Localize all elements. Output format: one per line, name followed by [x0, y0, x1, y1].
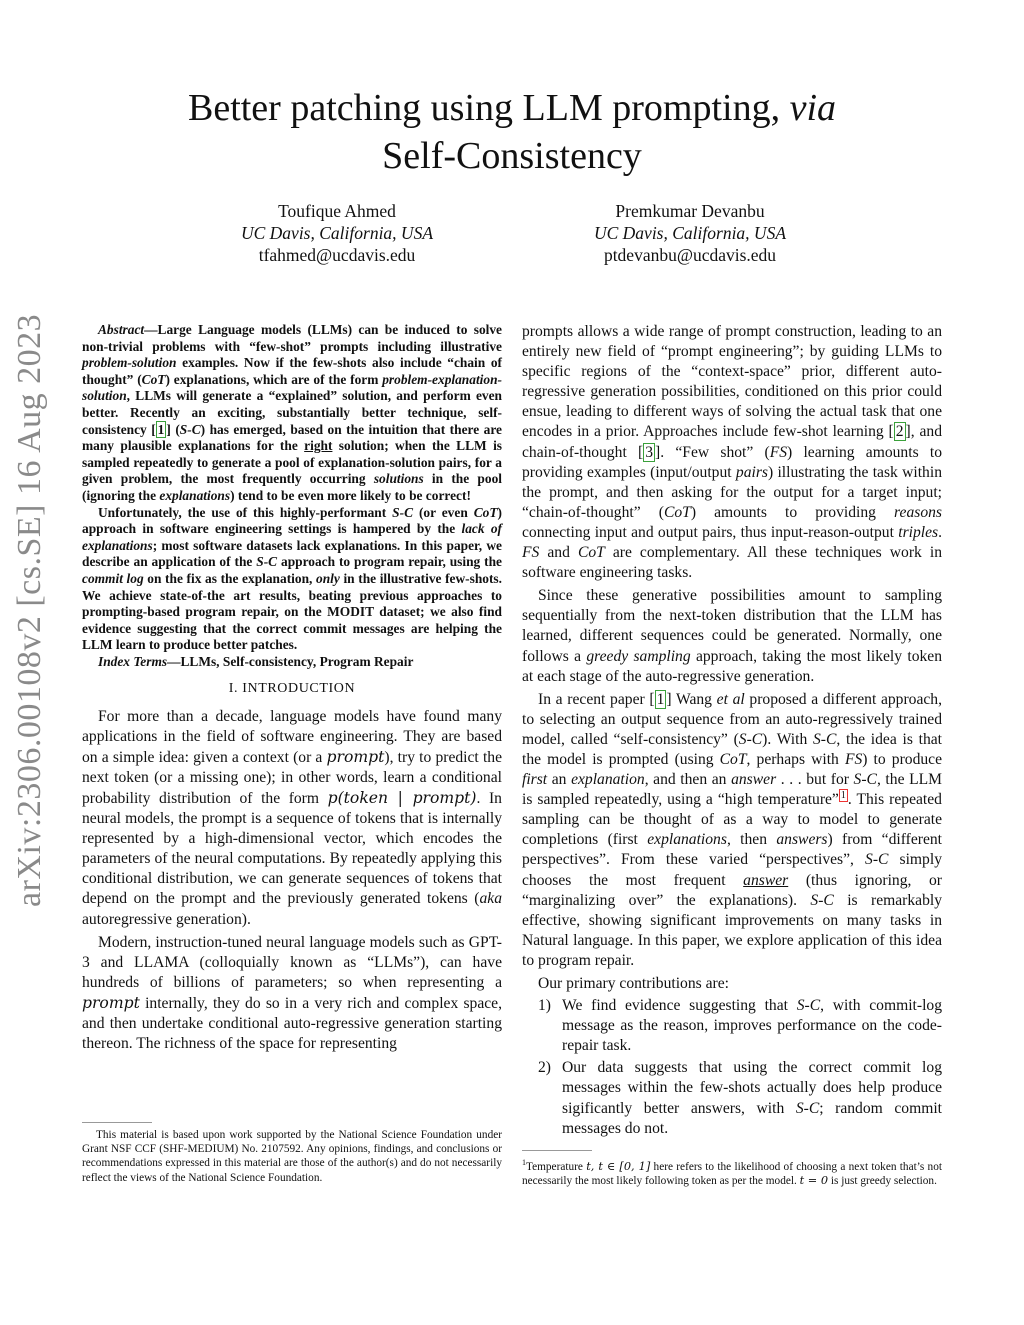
abstract-text: explanations [159, 487, 231, 503]
body-text: Our data suggests that using the correct commit log messages within the few-shots actually does help produce sigificantly better answers, with [562, 1059, 942, 1117]
body-text: et al [716, 690, 745, 708]
body-text: internally, they do so in a very rich and complex space, and then undertake conditional auto-regressive generation starting thereon. The richness of the space for representing [82, 994, 502, 1053]
footnote-divider [522, 1150, 592, 1151]
intro-paragraph-1 [82, 707, 502, 930]
math-expression: t, t ∈ [0, 1] [586, 1159, 651, 1173]
right-paragraph-1: prompts allows a wide range of prompt construction, leading to an entirely new field of “prompt engineering”; by guiding LLMs to specific regions of the “context-space” prior, different auto-regressive generation possibilities, conditioned on this prior could ensue, leading to different ways of solving the actual task that one encodes in a prior. Approaches include few-shot learning [ 2 ], and chain-of-thought [ 3 ]. “Few shot” (FS) learning amounts to providing examples (input/output pairs) illustrating the task within the prompt, and then asking for the output for a target input; “chain-of-thought” (CoT) amounts to providing reasons connecting input and output pairs, thus input-reason-output triples. FS and CoT are complementary. All these techniques work in software engineering tasks. [522, 323, 942, 582]
sc-symbol: S-C [865, 851, 889, 869]
abstract-text: in the illustrative few-shots. We achieve state-of-the art results, beating previous approaches to prompting-based program repair, on the MODIT dataset; we also find evidence suggesting that the correct commit messages are helping the LLM learn to produce better patches. [82, 570, 502, 653]
contribution-text [562, 1058, 942, 1138]
body-text: first [522, 771, 548, 789]
contribution-item-2 [522, 1058, 942, 1138]
body-text: , then [726, 831, 777, 849]
sc-symbol: S-C [853, 771, 877, 789]
cot-symbol: CoT [577, 544, 605, 562]
footnote-number: 1 [522, 1158, 526, 1167]
footnote-text: is just greedy selection. [828, 1174, 937, 1187]
author-name: Premkumar Devanbu [615, 201, 765, 221]
abstract-text: ) tend to be even more likely to be correct! [230, 487, 471, 503]
body-text: answer [731, 771, 777, 789]
author-email: ptdevanbu@ucdavis.edu [603, 245, 777, 265]
abstract-text: right [304, 438, 333, 454]
abstract-text: problem-solution [82, 355, 177, 371]
abstract-text: problem-explanation-solution [82, 371, 502, 404]
body-text: is remarkably effective, showing significant improvements on many tasks in Natural language. In this paper, we explore application of this idea to program repair. [522, 891, 943, 969]
intro-paragraph-2 [82, 933, 502, 1055]
body-text: autoregressive generation). [82, 910, 251, 928]
body-text: answer [743, 871, 789, 889]
citation-link[interactable]: 1 [157, 421, 165, 437]
citation-link[interactable]: 1 [656, 690, 665, 708]
contribution-text [562, 996, 942, 1056]
body-text: . “Few shot” ( [660, 443, 770, 461]
body-text: We find evidence suggesting that [562, 997, 797, 1015]
body-text: , perhaps with [746, 750, 845, 768]
cot-symbol: CoT [719, 750, 747, 768]
footnote-link[interactable]: 1 [840, 789, 846, 801]
body-text: In a recent paper [538, 690, 650, 708]
body-text: , and chain-of-thought [522, 423, 942, 461]
body-text: . This repeated sampling can be thought of as a way to model to generate completions (first [522, 791, 942, 849]
fs-symbol: FS [522, 544, 540, 562]
right-paragraph-4: Our primary contributions are: [538, 975, 729, 992]
abstract-text: solutions [373, 471, 424, 487]
body-text: are complementary. All these techniques work in software engineering tasks. [522, 544, 942, 582]
math-expression: p(token | prompt) [327, 788, 477, 807]
abstract-text: approach to program repair, using the [277, 554, 502, 570]
footnote-text: here refers to the likelihood of choosing a next token that’s not necessarily the most likely following token as per the model. [522, 1160, 942, 1187]
abstract-text: examples. Now if the few-shots also include “chain of thought” ( [82, 355, 502, 387]
abstract-text: ) has emerged, based on the intuition that there are many plausible explanations for the [82, 421, 502, 454]
index-terms-text: —LLMs, Self-consistency, Program Repair [167, 653, 414, 669]
list-number: 2) [538, 1059, 551, 1077]
body-text: Wang [671, 690, 717, 708]
sc-symbol: S-C [179, 421, 201, 437]
body-text: an [547, 771, 572, 789]
math-expression: t = 0 [799, 1173, 829, 1187]
body-text: prompts allows a wide range of prompt construction, leading to an entirely new field of “prompt engineering”; by guiding LLMs to specific regions of the “context-space” prior, different auto-regressive generation possibilities, conditioned on this prior could ensue, leading to different ways of solving the actual task that one encodes in a prior. Approaches include few-shot learning [522, 323, 942, 441]
abstract-text: ( [170, 421, 180, 437]
body-text: explanations [647, 831, 727, 849]
sc-symbol: S-C [795, 1099, 820, 1117]
body-text: , and then an [644, 771, 732, 789]
right-column [522, 322, 942, 1139]
sc-symbol: S-C [256, 554, 278, 570]
body-text: ) to produce [862, 750, 943, 768]
sc-symbol: S-C [810, 891, 834, 909]
right-paragraph-3: In a recent paper [ 1 ] Wang et al proposed a different approach, to selecting an output sequence from an auto-regressively trained model, called “self-consistency” (S-C). With S-C, the idea is that the model is prompted (using CoT, perhaps with FS) to produce first an explanation, and then an answer . . . but for S-C, the LLM is sampled repeatedly, using a “high temperature” $^1$ . This repeated sampling can be thought of as a way to model to generate completions (first explanations, then answers) from “different perspectives”. From these varied “perspectives”, S-C simply chooses the most frequent answer (thus ignoring, or “marginalizing over” the explanations). S-C is remarkably effective, showing significant improvements on many tasks in Natural language. In this paper, we explore application of this idea to program repair. [522, 690, 943, 969]
abstract-text: ) explanations, which are of the form [165, 371, 383, 387]
body-text: connecting input and output pairs, thus input-reason-output [522, 523, 899, 541]
temperature-footnote [522, 1156, 942, 1188]
body-text: aka [479, 890, 502, 908]
abstract-text: Unfortunately, the use of this highly-performant [98, 504, 393, 520]
sc-symbol: S-C [738, 730, 763, 748]
body-text: simply chooses the most frequent [522, 851, 942, 889]
paper-title [0, 84, 1024, 180]
index-terms-label: Index Terms [98, 653, 168, 669]
right-paragraph-2 [522, 586, 942, 686]
citation-link[interactable]: 3 [645, 443, 654, 461]
body-text: . In neural models, the prompt is a sequence of tokens that is internally represented by a high-dimensional vector, which encodes the parameters of the neural computations. By repeatedly applying this conditional distribution, we can generate sequences of tokens that depend on the prompt and the previously generated tokens ( [82, 789, 502, 908]
body-text: ), try to predict the next token (or a missing one); in other words, learn a conditional probability distribution of the form [82, 748, 502, 807]
body-text: triples [898, 523, 939, 541]
math-expression: prompt [326, 747, 385, 766]
body-text: , the LLM is sampled repeatedly, using a “high temperature” [522, 771, 943, 809]
body-text: , with commit-log message as the reason, improves performance on the code-repair task. [562, 997, 942, 1055]
math-expression: prompt [82, 993, 140, 1012]
cot-symbol: CoT [473, 504, 498, 520]
abstract-text: in the pool (ignoring the [82, 471, 502, 503]
body-text: ) illustrating the task within the prompt, and then asking for the output for a target input; “chain-of-thought” ( [522, 463, 942, 521]
arxiv-identifier-stamp: arXiv:2306.00108v2 [cs.SE] 16 Aug 2023 [11, 313, 48, 907]
footnote-text: Temperature [526, 1160, 587, 1173]
abstract-text: only [316, 570, 340, 586]
author-affiliation: UC Davis, California, USA [593, 223, 787, 243]
body-text: ) from “different perspectives”. From these varied “perspectives”, [522, 831, 943, 869]
abstract-label: Abstract [98, 322, 145, 337]
body-text: and [539, 544, 578, 562]
contribution-item-1 [522, 996, 942, 1056]
author-block-1 [167, 200, 507, 266]
abstract-text: —Large Language models (LLMs) can be induced to solve non-trivial problems with “few-shot” prompts including illustrative [82, 322, 502, 354]
cot-symbol: CoT [141, 371, 166, 387]
fs-symbol: FS [844, 750, 863, 768]
fs-symbol: FS [769, 443, 788, 461]
abstract-paragraph-2 [82, 505, 502, 654]
abstract-text: on the fix as the explanation, [143, 570, 316, 586]
abstract-text: ) approach in software engineering settings is hampered by the [82, 504, 502, 537]
body-text: (thus ignoring, or “marginalizing over” the explanations). [522, 871, 942, 909]
body-text: . [938, 523, 942, 541]
body-text: explanation [571, 771, 645, 789]
body-text: , the idea is that the model is prompted (using [522, 730, 942, 768]
footnote-divider [82, 1122, 152, 1123]
abstract-text: commit log [82, 570, 144, 586]
list-number: 1) [538, 997, 551, 1015]
body-text: pairs [735, 463, 768, 481]
abstract-text: lack of explanations [82, 521, 502, 553]
sc-symbol: S-C [392, 504, 413, 520]
abstract-text: (or even [413, 504, 474, 520]
author-block-2 [520, 200, 860, 266]
author-email: tfahmed@ucdavis.edu [258, 245, 416, 265]
body-text: . . . but for [776, 771, 854, 789]
abstract-text: , LLMs will generate a “explained” solution, and perform even better. Recently an exciting, substantially better technique, self-consistency [82, 388, 502, 437]
index-terms [82, 654, 502, 671]
body-text: For more than a decade, language models have found many applications in the field of software engineering. They are based on a simple idea: given a context (or a [82, 707, 502, 766]
title-line-2: Self-Consistency [382, 135, 642, 177]
body-text: reasons [894, 503, 942, 521]
body-text: proposed a different approach, to selecting an output sequence from an auto-regressively trained model, called “self-consistency” ( [522, 690, 942, 748]
abstract-text: solution; when the LLM is sampled repeatedly to generate a pool of explanation-solution pairs, for a given problem, the most frequently occurring [82, 438, 502, 487]
author-name: Toufique Ahmed [278, 201, 396, 221]
citation-link[interactable]: 2 [895, 423, 904, 441]
abstract: Abstract—Large Language models (LLMs) can be induced to solve non-trivial problems with “few-shot” prompts including illustrative problem-solution examples. Now if the few-shots also include “chain of thought” (CoT) explanations, which are of the form problem-explanation-solution, LLMs will generate a “explained” solution, and perform even better. Recently an exciting, substantially better technique, self-consistency [ 1 ] (S-C) has emerged, based on the intuition that there are many plausible explanations for the right solution; when the LLM is sampled repeatedly to generate a pool of explanation-solution pairs, for a given problem, the most frequently occurring solutions in the pool (ignoring the explanations) tend to be even more likely to be correct! [82, 322, 502, 503]
body-text: ; random commit messages do not. [562, 1099, 943, 1137]
body-text: ) amounts to providing [690, 503, 895, 521]
body-text: Since these generative possibilities amount to sampling sequentially from the next-token distribution that the LLM has learned, different sequences could be generated. Normally, one follows a [522, 587, 942, 665]
abstract-text: ; most software datasets lack explanations. In this paper, we describe an application of the [82, 537, 502, 570]
section-heading-introduction: I. INTRODUCTION [228, 681, 356, 697]
body-text: answers [776, 831, 828, 849]
sc-symbol: S-C [813, 730, 837, 748]
title-italic-word: via [789, 87, 837, 129]
author-affiliation: UC Davis, California, USA [240, 223, 434, 243]
body-text: greedy sampling [586, 647, 691, 665]
cot-symbol: CoT [663, 503, 691, 521]
sc-symbol: S-C [796, 997, 821, 1015]
funding-footnote: This material is based upon work supported by the National Science Foundation under Grant NSF CCF (SHF-MEDIUM) No. 2107592. Any opinions, findings, and conclusions or recommendations expressed in this material are those of the author(s) and do not necessarily reflect the views of the National Science Foundation. [82, 1129, 502, 1184]
body-text: approach, taking the most likely token at each stage of the auto-regressive generation. [522, 647, 943, 685]
title-line-1: Better patching using LLM prompting, [187, 87, 790, 129]
body-text: Modern, instruction-tuned neural language models such as GPT-3 and LLAMA (colloquially known as “LLMs”), can have hundreds of billions of parameters; so when representing a [82, 933, 502, 991]
body-text: ) learning amounts to providing examples (input/output [522, 443, 942, 481]
left-column [82, 322, 502, 1054]
body-text: ). With [762, 730, 813, 748]
